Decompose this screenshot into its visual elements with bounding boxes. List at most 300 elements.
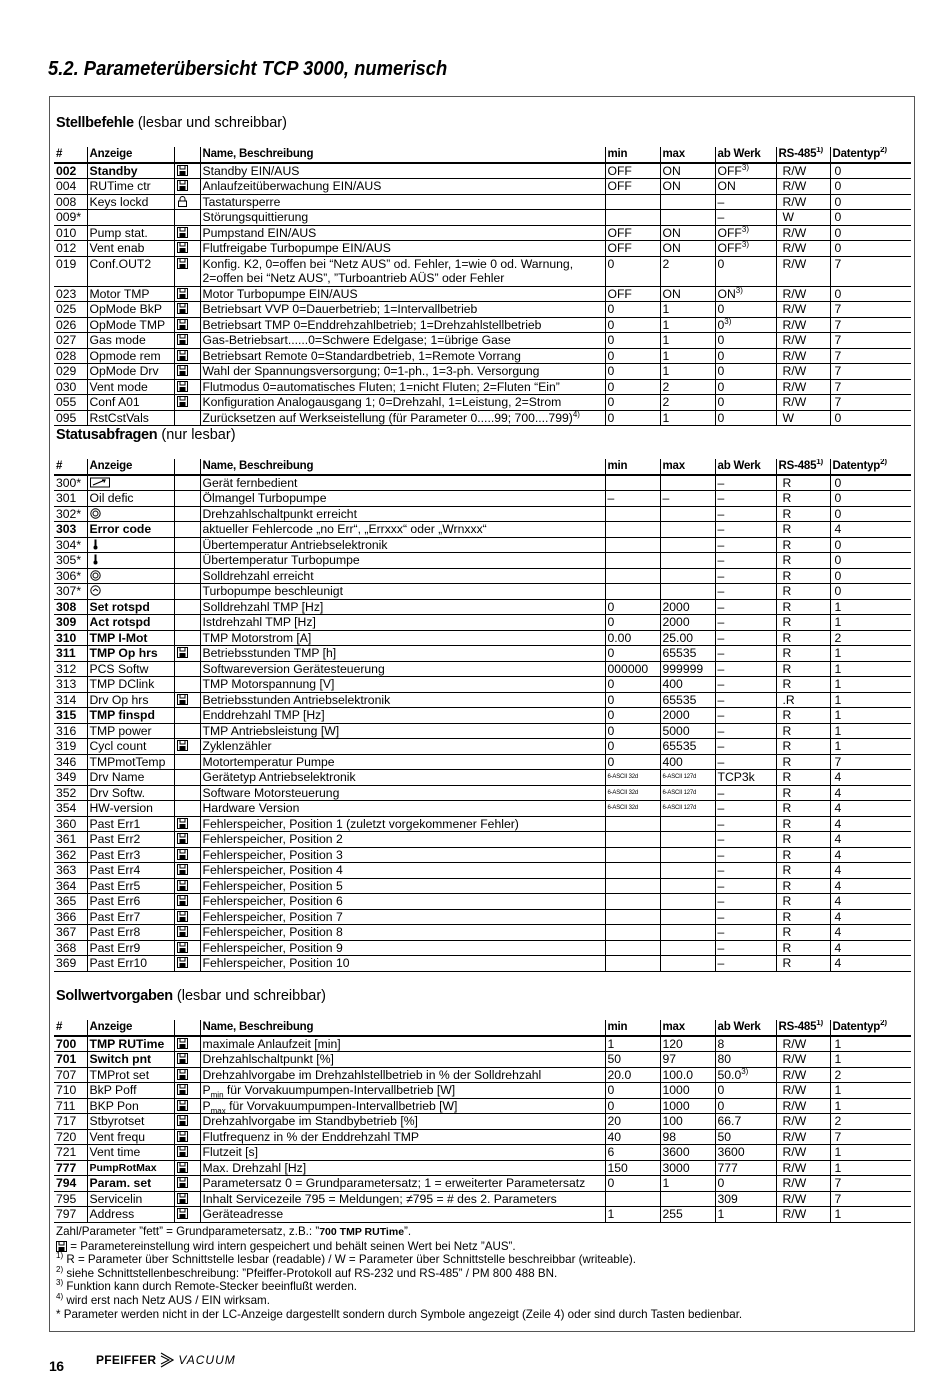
param-max: 65535 <box>660 692 715 708</box>
param-display: Motor TMP <box>87 286 174 302</box>
param-display: Conf.OUT2 <box>87 256 174 286</box>
param-max: ON <box>660 163 715 179</box>
save-icon <box>177 1131 188 1142</box>
param-max: 1 <box>660 317 715 333</box>
param-rs485: R/W <box>776 1129 830 1145</box>
param-min: 0 <box>605 333 660 349</box>
column-header: max <box>660 1020 715 1036</box>
param-max: 999999 <box>660 661 715 677</box>
param-rs485: R/W <box>776 194 830 210</box>
param-rs485: R/W <box>776 317 830 333</box>
param-number: 700 <box>54 1036 87 1052</box>
param-datatype: 1 <box>830 661 911 677</box>
param-display: Past Err7 <box>87 909 174 925</box>
table-row <box>54 194 911 210</box>
param-default: 0 <box>715 395 776 411</box>
column-header: # <box>54 1020 87 1036</box>
param-display: TMP DClink <box>87 677 174 693</box>
table-row <box>54 863 911 879</box>
param-max: 1000 <box>660 1083 715 1099</box>
param-max: 1 <box>660 348 715 364</box>
table-row <box>54 739 911 755</box>
column-header: ab Werk <box>715 459 776 475</box>
save-icon <box>177 381 188 392</box>
param-display: Keys lockd <box>87 194 174 210</box>
param-rs485: R <box>776 630 830 646</box>
param-number: 707 <box>54 1067 87 1083</box>
table-row <box>54 584 911 600</box>
param-display: Switch pnt <box>87 1052 174 1068</box>
param-description: Drehzahlschaltpunkt [%] <box>200 1052 605 1068</box>
param-flag <box>174 909 200 925</box>
param-max <box>660 506 715 522</box>
param-max: 100 <box>660 1114 715 1130</box>
save-icon <box>177 319 188 330</box>
param-flag <box>174 364 200 380</box>
param-display: OpMode BkP <box>87 302 174 318</box>
param-max <box>660 537 715 553</box>
save-icon <box>177 1208 188 1219</box>
param-number: 305* <box>54 553 87 569</box>
param-min <box>605 925 660 941</box>
note-5: $^{3)}$ Funktion kann durch Remote-Stecker beeinflußt werden. <box>56 1278 357 1294</box>
param-flag <box>174 723 200 739</box>
param-number: 362 <box>54 847 87 863</box>
param-flag <box>174 1083 200 1099</box>
param-display: Drv Name <box>87 770 174 786</box>
param-number: 354 <box>54 801 87 817</box>
table-row <box>54 475 911 491</box>
param-rs485: R <box>776 847 830 863</box>
param-max <box>660 832 715 848</box>
param-default: – <box>715 832 776 848</box>
save-icon <box>177 647 188 658</box>
param-min: 20 <box>605 1114 660 1130</box>
param-display: Param. set <box>87 1176 174 1192</box>
param-display: BkP Poff <box>87 1083 174 1099</box>
table-row <box>54 395 911 411</box>
param-min: 0 <box>605 754 660 770</box>
param-description: Konfig. K2, 0=offen bei “Netz AUS” od. Fehler, 1=wie 0 od. Warnung, 2=offen bei “Netz AUS”, ”Turboantrieb AÜS” oder Fehler <box>200 256 605 286</box>
param-max: 5000 <box>660 723 715 739</box>
param-max <box>660 956 715 972</box>
param-min: 0 <box>605 692 660 708</box>
param-display: Past Err9 <box>87 940 174 956</box>
param-max: 1 <box>660 410 715 426</box>
save-icon <box>177 1084 188 1095</box>
param-rs485: R <box>776 739 830 755</box>
param-min: 0 <box>605 317 660 333</box>
column-header: Anzeige <box>87 147 174 163</box>
param-default: 777 <box>715 1160 776 1176</box>
param-default: 50.0$^{3)}$ <box>715 1067 776 1083</box>
param-max: 25.00 <box>660 630 715 646</box>
param-max <box>660 925 715 941</box>
param-flag <box>174 1191 200 1207</box>
param-number: 029 <box>54 364 87 380</box>
table-row <box>54 1052 911 1068</box>
param-min: 0 <box>605 379 660 395</box>
table-row <box>54 179 911 195</box>
param-max: 97 <box>660 1052 715 1068</box>
param-max: 255 <box>660 1207 715 1223</box>
param-number: 030 <box>54 379 87 395</box>
param-default: 66.7 <box>715 1114 776 1130</box>
param-number: 010 <box>54 225 87 241</box>
param-number: 311 <box>54 646 87 662</box>
column-header <box>174 459 200 475</box>
param-max: 400 <box>660 754 715 770</box>
table-row <box>54 801 911 817</box>
param-number: 352 <box>54 785 87 801</box>
param-max: 3600 <box>660 1145 715 1161</box>
param-datatype: 1 <box>830 1052 911 1068</box>
param-display: TMP I-Mot <box>87 630 174 646</box>
param-min <box>605 956 660 972</box>
save-icon <box>177 334 188 345</box>
param-rs485: R <box>776 723 830 739</box>
param-rs485: R/W <box>776 348 830 364</box>
param-display: Vent enab <box>87 241 174 257</box>
param-default: – <box>715 785 776 801</box>
param-flag <box>174 179 200 195</box>
param-min <box>605 878 660 894</box>
param-datatype: 0 <box>830 225 911 241</box>
param-default: – <box>715 754 776 770</box>
param-display: Past Err2 <box>87 832 174 848</box>
param-display: Past Err6 <box>87 894 174 910</box>
column-header: min <box>605 147 660 163</box>
param-max: 1 <box>660 1176 715 1192</box>
param-default: 309 <box>715 1191 776 1207</box>
param-number: 368 <box>54 940 87 956</box>
param-display: PCS Softw <box>87 661 174 677</box>
param-number: 026 <box>54 317 87 333</box>
param-display: TMP Op hrs <box>87 646 174 662</box>
param-number: 361 <box>54 832 87 848</box>
table-row <box>54 630 911 646</box>
param-flag <box>174 878 200 894</box>
param-flag <box>174 1067 200 1083</box>
param-display <box>87 210 174 226</box>
param-number: 314 <box>54 692 87 708</box>
param-number: 313 <box>54 677 87 693</box>
param-flag <box>174 661 200 677</box>
param-rs485: R <box>776 506 830 522</box>
param-max: ON <box>660 241 715 257</box>
param-flag <box>174 1052 200 1068</box>
param-rs485: R <box>776 909 830 925</box>
param-max <box>660 210 715 226</box>
column-header: Anzeige <box>87 459 174 475</box>
column-header: ab Werk <box>715 147 776 163</box>
save-icon <box>177 1146 188 1157</box>
param-default: 3600 <box>715 1145 776 1161</box>
param-flag <box>174 395 200 411</box>
param-datatype: 4 <box>830 894 911 910</box>
param-rs485: R <box>776 537 830 553</box>
table-row <box>54 506 911 522</box>
param-rs485: R <box>776 956 830 972</box>
param-description: Zyklenzähler <box>200 739 605 755</box>
param-description: Anlaufzeitüberwachung EIN/AUS <box>200 179 605 195</box>
param-datatype: 1 <box>830 1145 911 1161</box>
table-row <box>54 568 911 584</box>
param-datatype: 1 <box>830 599 911 615</box>
param-max <box>660 847 715 863</box>
param-display: Vent frequ <box>87 1129 174 1145</box>
column-header: Name, Beschreibung <box>200 147 605 163</box>
param-min: 0 <box>605 739 660 755</box>
param-description: Istdrehzahl TMP [Hz] <box>200 615 605 631</box>
param-display: Pump stat. <box>87 225 174 241</box>
param-datatype: 1 <box>830 739 911 755</box>
param-default: 0$^{3)}$ <box>715 317 776 333</box>
param-number: 777 <box>54 1160 87 1176</box>
param-default: – <box>715 909 776 925</box>
param-default: – <box>715 878 776 894</box>
column-header: min <box>605 1020 660 1036</box>
param-datatype: 0 <box>830 241 911 257</box>
param-description: TMP Motorspannung [V] <box>200 677 605 693</box>
param-min <box>605 506 660 522</box>
param-flag <box>174 348 200 364</box>
param-rs485: R <box>776 770 830 786</box>
section-heading-note: (nur lesbar) <box>157 427 236 443</box>
column-header: RS-485$^{1)}$ <box>776 459 830 475</box>
param-datatype: 7 <box>830 1129 911 1145</box>
param-number: 027 <box>54 333 87 349</box>
param-flag <box>174 568 200 584</box>
save-icon <box>177 180 188 191</box>
param-flag <box>174 210 200 226</box>
table-row <box>54 410 911 426</box>
param-flag <box>174 832 200 848</box>
table-row <box>54 677 911 693</box>
table-row <box>54 1067 911 1083</box>
param-rs485: R <box>776 522 830 538</box>
param-number: 319 <box>54 739 87 755</box>
brand-name-1: PFEIFFER <box>96 1353 157 1367</box>
param-description: Ölmangel Turbopumpe <box>200 491 605 507</box>
param-rs485: .R <box>776 692 830 708</box>
table-row <box>54 553 911 569</box>
save-icon <box>177 1115 188 1126</box>
param-rs485: R/W <box>776 1207 830 1223</box>
table-row <box>54 1160 911 1176</box>
param-datatype: 7 <box>830 754 911 770</box>
param-max: 2 <box>660 379 715 395</box>
param-max: 2 <box>660 395 715 411</box>
param-display: Act rotspd <box>87 615 174 631</box>
page-title: 5.2. Parameterübersicht TCP 3000, numerisch <box>48 58 448 80</box>
table-row <box>54 225 911 241</box>
table-row <box>54 723 911 739</box>
table-row <box>54 379 911 395</box>
param-description: Flutzeit [s] <box>200 1145 605 1161</box>
param-number: 797 <box>54 1207 87 1223</box>
table-row <box>54 491 911 507</box>
param-max: 6-ASCII 127d <box>660 801 715 817</box>
param-number: 316 <box>54 723 87 739</box>
param-flag <box>174 894 200 910</box>
param-description: Gas-Betriebsart......0=Schwere Edelgase; 1=übrige Gase <box>200 333 605 349</box>
param-datatype: 1 <box>830 692 911 708</box>
table-row <box>54 909 911 925</box>
param-description: Gerät fernbedient <box>200 475 605 491</box>
param-min <box>605 816 660 832</box>
param-max: 400 <box>660 677 715 693</box>
param-max: ON <box>660 225 715 241</box>
param-min: 0 <box>605 410 660 426</box>
param-number: 721 <box>54 1145 87 1161</box>
param-max <box>660 863 715 879</box>
param-description: Betriebsstunden TMP [h] <box>200 646 605 662</box>
param-description: Störungsquittierung <box>200 210 605 226</box>
param-max: 2000 <box>660 599 715 615</box>
param-number: 055 <box>54 395 87 411</box>
param-display <box>87 475 174 491</box>
param-flag <box>174 522 200 538</box>
param-max: 98 <box>660 1129 715 1145</box>
param-rs485: R <box>776 894 830 910</box>
table-row <box>54 940 911 956</box>
param-min <box>605 894 660 910</box>
param-rs485: R/W <box>776 179 830 195</box>
param-flag <box>174 863 200 879</box>
param-min: 1 <box>605 1207 660 1223</box>
param-min <box>605 832 660 848</box>
param-default: ON$^{3)}$ <box>715 286 776 302</box>
save-icon <box>177 1038 188 1049</box>
save-icon <box>177 926 188 937</box>
param-min <box>605 475 660 491</box>
param-datatype: 7 <box>830 256 911 286</box>
brand-name-2: VACUUM <box>178 1353 236 1367</box>
param-datatype: 1 <box>830 723 911 739</box>
param-flag <box>174 241 200 257</box>
param-flag <box>174 785 200 801</box>
param-default: ON <box>715 179 776 195</box>
param-min <box>605 909 660 925</box>
param-flag <box>174 475 200 491</box>
param-default: – <box>715 801 776 817</box>
table-row <box>54 210 911 226</box>
param-min: 0 <box>605 256 660 286</box>
param-rs485: W <box>776 210 830 226</box>
parameter-table <box>54 459 911 972</box>
param-display: Oil defic <box>87 491 174 507</box>
table-row <box>54 1098 911 1114</box>
param-default: – <box>715 491 776 507</box>
param-min: OFF <box>605 163 660 179</box>
param-description: Motortemperatur Pumpe <box>200 754 605 770</box>
param-number: 028 <box>54 348 87 364</box>
table-row <box>54 163 911 179</box>
param-min: 0 <box>605 646 660 662</box>
section-heading-note: (lesbar und schreibbar) <box>133 115 287 131</box>
param-flag <box>174 708 200 724</box>
param-display: TMP power <box>87 723 174 739</box>
table-header-row <box>54 1020 911 1036</box>
param-default: TCP3k <box>715 770 776 786</box>
parameter-frame <box>49 96 915 1332</box>
param-datatype: 4 <box>830 801 911 817</box>
param-description: Betriebsart TMP 0=Enddrehzahlbetrieb; 1=Drehzahlstellbetrieb <box>200 317 605 333</box>
column-header <box>174 1020 200 1036</box>
param-flag <box>174 1160 200 1176</box>
table-row <box>54 1207 911 1223</box>
param-datatype: 0 <box>830 163 911 179</box>
param-description: Fehlerspeicher, Position 3 <box>200 847 605 863</box>
thermometer-icon <box>90 539 101 550</box>
param-number: 711 <box>54 1098 87 1114</box>
table-row <box>54 1114 911 1130</box>
param-datatype: 4 <box>830 785 911 801</box>
column-header: Datentyp$^{2)}$ <box>830 147 911 163</box>
param-number: 717 <box>54 1114 87 1130</box>
param-number: 303 <box>54 522 87 538</box>
param-min: 0.00 <box>605 630 660 646</box>
table-row <box>54 1129 911 1145</box>
param-number: 701 <box>54 1052 87 1068</box>
param-min <box>605 940 660 956</box>
param-description: Softwareversion Gerätesteuerung <box>200 661 605 677</box>
column-header: RS-485$^{1)}$ <box>776 147 830 163</box>
param-flag <box>174 1098 200 1114</box>
param-datatype: 7 <box>830 379 911 395</box>
param-default: 0 <box>715 1176 776 1192</box>
param-rs485: R/W <box>776 1160 830 1176</box>
param-display: TMPmotTemp <box>87 754 174 770</box>
param-datatype: 4 <box>830 940 911 956</box>
param-rs485: R/W <box>776 364 830 380</box>
param-rs485: R <box>776 708 830 724</box>
param-number: 310 <box>54 630 87 646</box>
param-min: OFF <box>605 225 660 241</box>
param-default: OFF$^{3)}$ <box>715 163 776 179</box>
param-number: 795 <box>54 1191 87 1207</box>
table-row <box>54 256 911 286</box>
param-default: – <box>715 522 776 538</box>
param-min: 6 <box>605 1145 660 1161</box>
param-description: Fehlerspeicher, Position 6 <box>200 894 605 910</box>
table-row <box>54 661 911 677</box>
param-rs485: R <box>776 475 830 491</box>
param-number: 304* <box>54 537 87 553</box>
param-flag <box>174 194 200 210</box>
param-flag <box>174 491 200 507</box>
param-rs485: R/W <box>776 379 830 395</box>
param-datatype: 0 <box>830 537 911 553</box>
param-default: 80 <box>715 1052 776 1068</box>
param-flag <box>174 770 200 786</box>
param-number: 366 <box>54 909 87 925</box>
param-default: OFF$^{3)}$ <box>715 241 776 257</box>
param-min: 6-ASCII 32d <box>605 770 660 786</box>
param-datatype: 7 <box>830 1191 911 1207</box>
save-icon <box>177 911 188 922</box>
param-number: 710 <box>54 1083 87 1099</box>
param-rs485: R/W <box>776 395 830 411</box>
param-description: Tastatursperre <box>200 194 605 210</box>
param-min: OFF <box>605 241 660 257</box>
param-display: Standby <box>87 163 174 179</box>
param-max: 3000 <box>660 1160 715 1176</box>
param-rs485: R/W <box>776 302 830 318</box>
param-display: Servicelin <box>87 1191 174 1207</box>
param-default: 0 <box>715 364 776 380</box>
